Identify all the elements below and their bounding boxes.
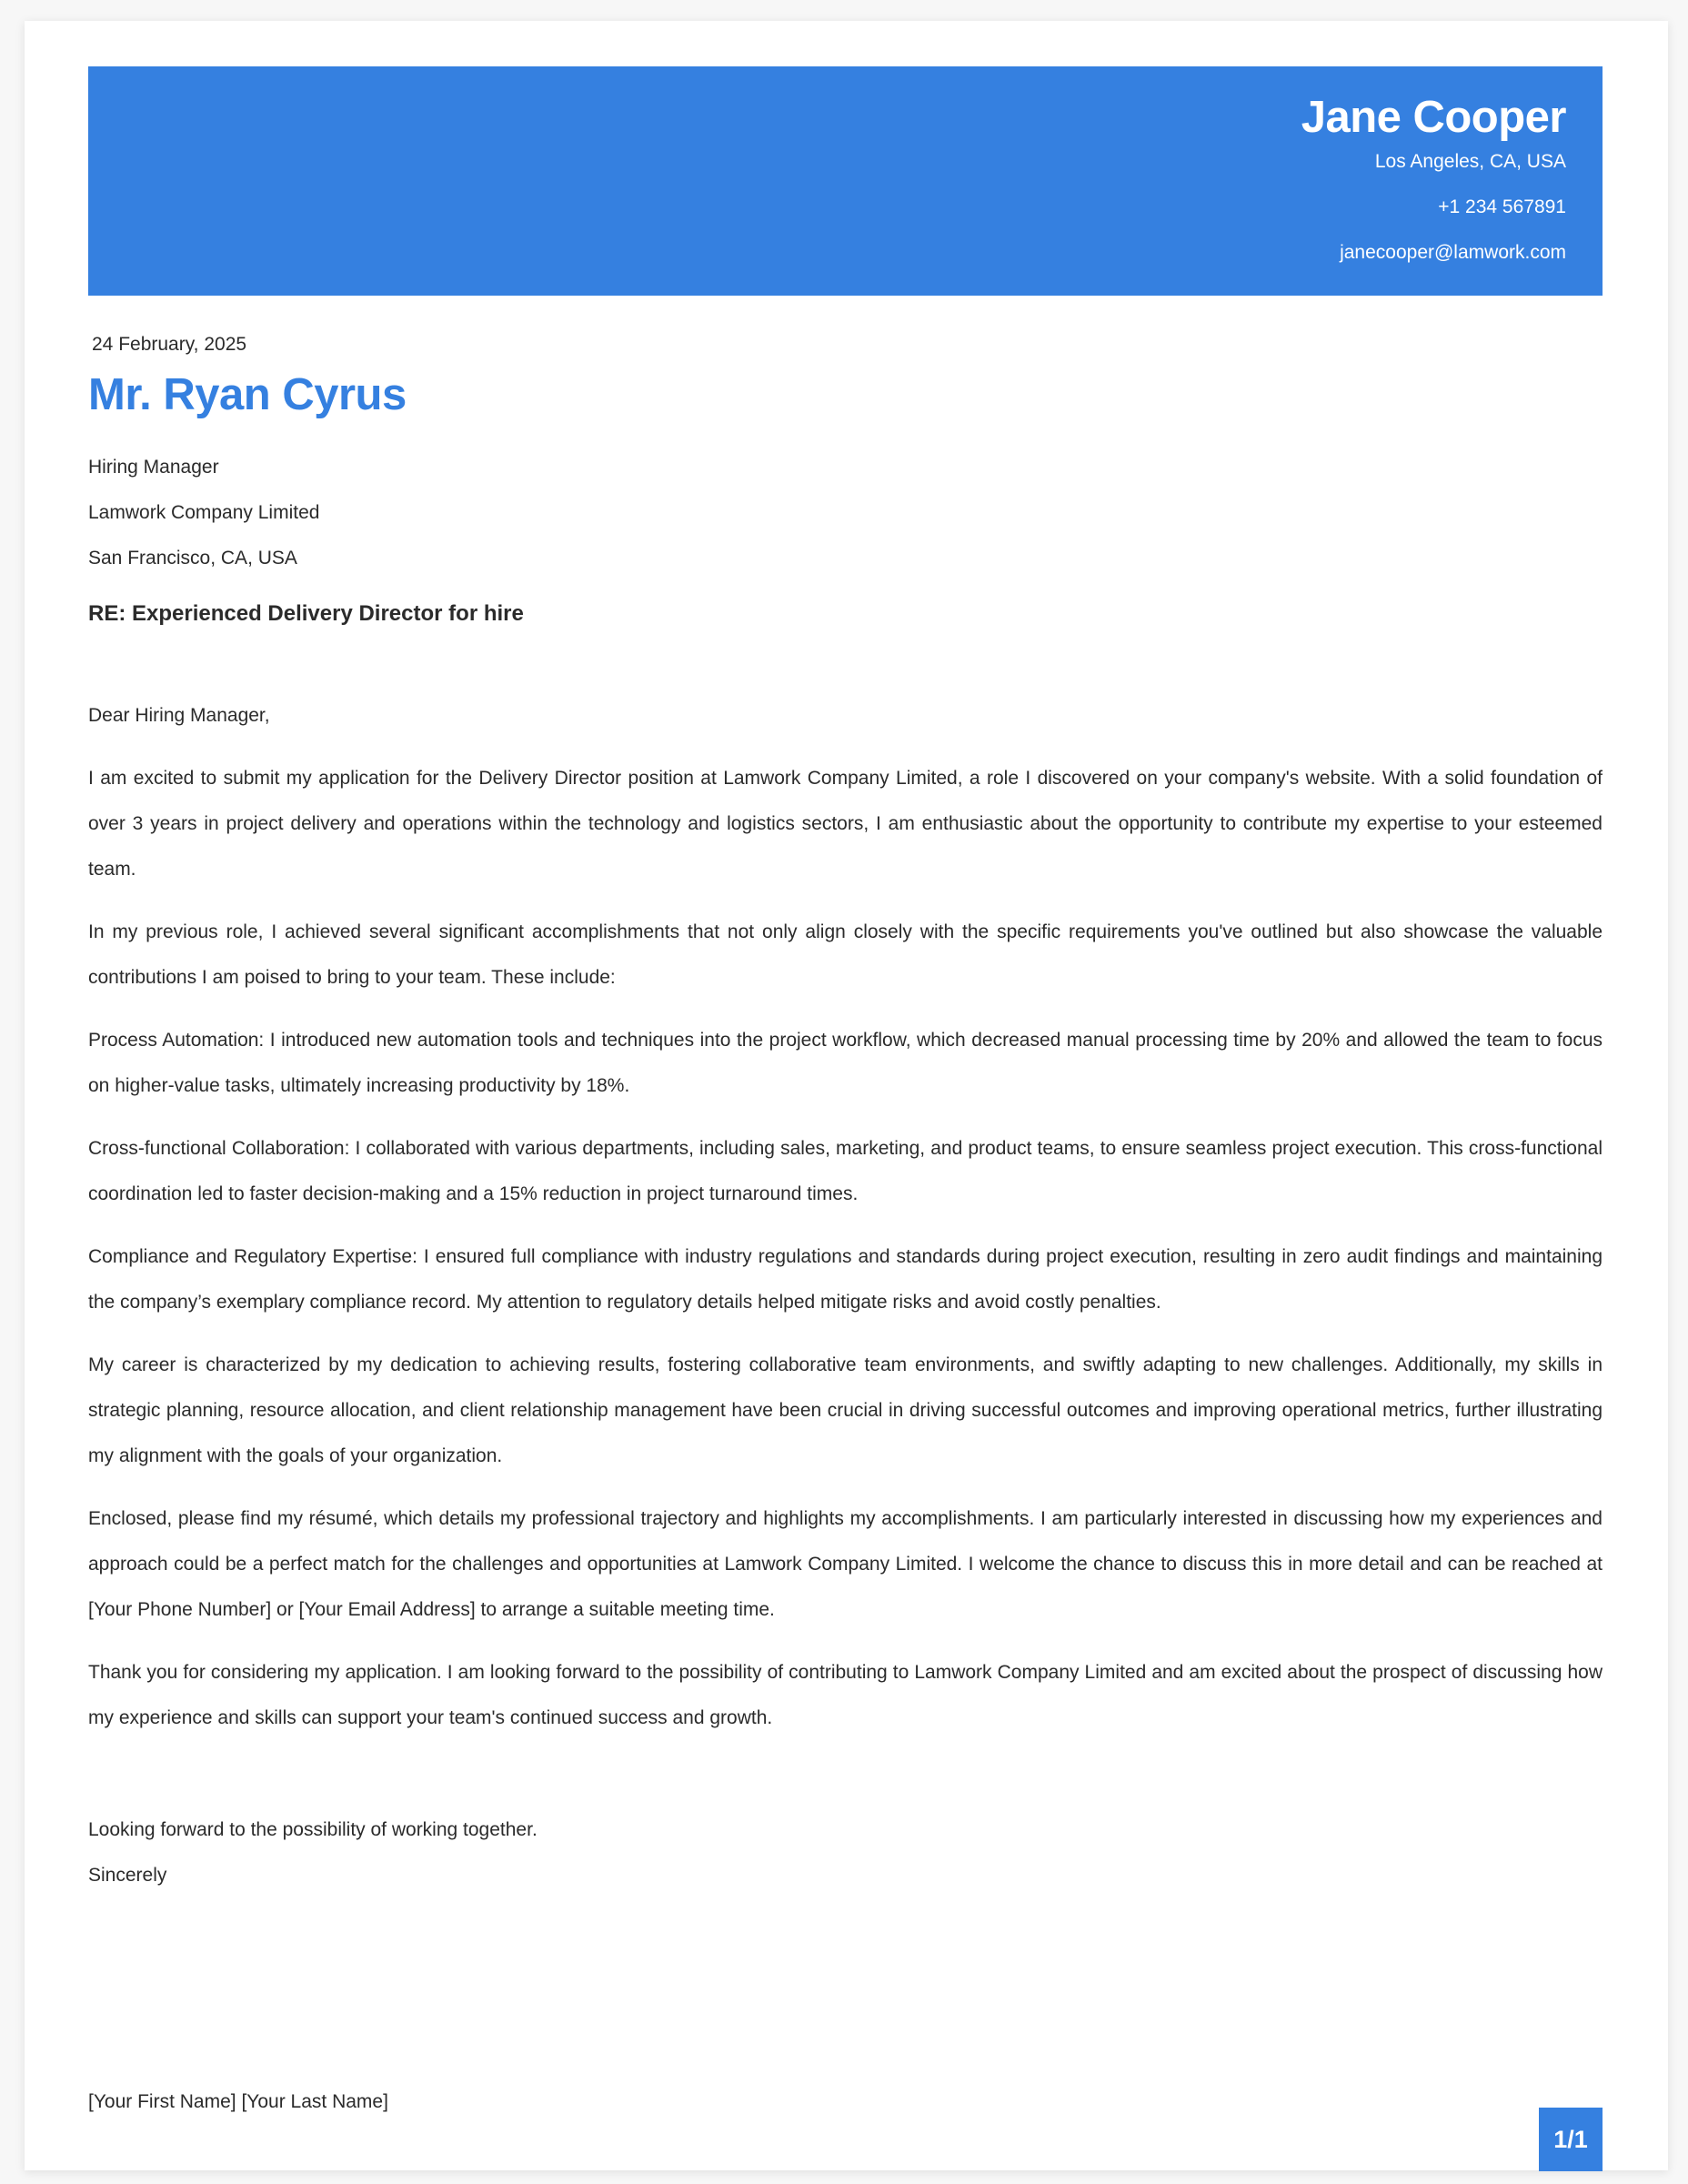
body-paragraph: Compliance and Regulatory Expertise: I ensured full compliance with industry regulations and standards during project execution, resulting in zero audit findings and maintaining the company’s exemplary compliance record. My attention to regulatory details helped mitigate risks and avoid costly penalties. (88, 1246, 1603, 1313)
sender-name: Jane Cooper (1301, 93, 1566, 142)
body-paragraph: Thank you for considering my application. I am looking forward to the possibility of contributing to Lamwork Company Limited and am excited about the prospect of discussing how my experience and skills can support your team's continued success and growth. (88, 1662, 1603, 1728)
recipient-company: Lamwork Company Limited (88, 502, 320, 523)
body-paragraph: Cross-functional Collaboration: I collaborated with various departments, including sales, marketing, and product teams, to ensure seamless project execution. This cross-functional coordination led to faster decision-making and a 15% reduction in project turnaround times. (88, 1138, 1603, 1204)
body-paragraph: My career is characterized by my dedication to achieving results, fostering collaborative team environments, and swiftly adapting to new challenges. Additionally, my skills in strategic planning, resource allocation, and client relationship management have been crucial in driving successful outcomes and improving operational metrics, further illustrating my alignment with the goals of your organization. (88, 1354, 1603, 1466)
sign-off: Sincerely (88, 1865, 167, 1886)
letter-body (88, 693, 1603, 1758)
body-paragraph: I am excited to submit my application for the Delivery Director position at Lamwork Company Limited, a role I discovered on your company's website. With a solid foundation of over 3 years in project delivery and operations within the technology and logistics sectors, I am enthusiastic about the opportunity to contribute my expertise to your esteemed team. (88, 768, 1603, 880)
recipient-details (88, 445, 319, 581)
sender-location: Los Angeles, CA, USA (1374, 151, 1566, 172)
letter-date: 24 February, 2025 (92, 334, 247, 355)
recipient-location: San Francisco, CA, USA (88, 548, 297, 569)
recipient-title: Hiring Manager (88, 457, 219, 478)
sender-phone: +1 234 567891 (1438, 196, 1566, 217)
page-counter-badge: 1/1 (1539, 2108, 1603, 2171)
body-paragraph: Enclosed, please find my résumé, which details my professional trajectory and highlights my accomplishments. I am particularly interested in discussing how my experiences and approach could be a perfect match for the challenges and opportunities at Lamwork Company Limited. I welcome the chance to discuss this in more detail and can be reached at [Your Phone Number] or [Your Email Address] to arrange a suitable meeting time. (88, 1508, 1603, 1620)
sender-header (88, 66, 1603, 296)
body-paragraph: In my previous role, I achieved several significant accomplishments that not only align closely with the specific requirements you've outlined but also showcase the valuable contributions I am poised to bring to your team. These include: (88, 921, 1603, 988)
body-paragraph: Process Automation: I introduced new automation tools and techniques into the project workflow, which decreased manual processing time by 20% and allowed the team to focus on higher-value tasks, ultimately increasing productivity by 18%. (88, 1030, 1603, 1096)
letter-closing (88, 1807, 538, 1898)
salutation: Dear Hiring Manager, (88, 705, 270, 726)
closing-line: Looking forward to the possibility of working together. (88, 1819, 538, 1840)
signature-name: [Your First Name] [Your Last Name] (88, 2091, 388, 2112)
recipient-name: Mr. Ryan Cyrus (88, 370, 407, 419)
sender-email: janecooper@lamwork.com (1340, 242, 1566, 263)
letter-page (25, 21, 1668, 2170)
letter-subject: RE: Experienced Delivery Director for hire (88, 601, 524, 626)
